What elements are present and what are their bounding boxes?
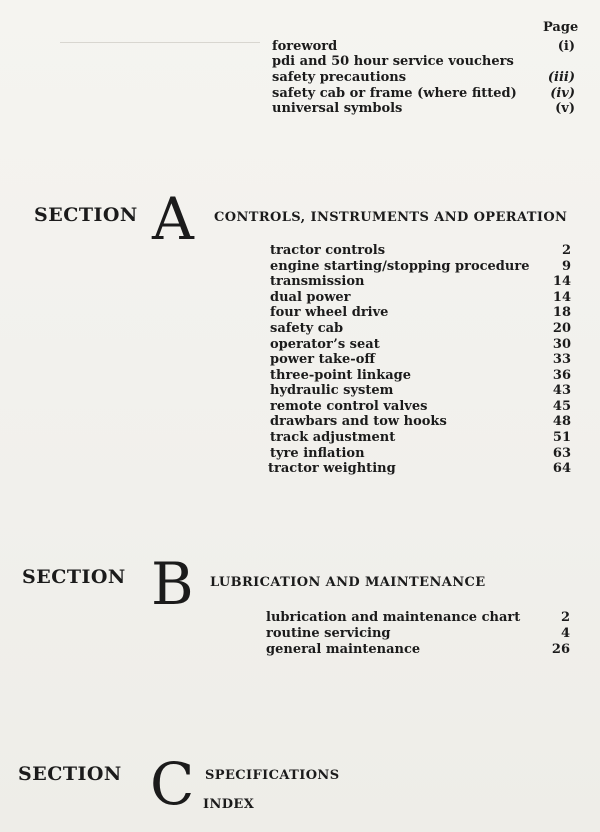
toc-entry (270, 274, 571, 289)
toc-entry-page: 51 (552, 430, 571, 445)
toc-entry (270, 430, 571, 445)
toc-entry (270, 399, 571, 414)
toc-entry (270, 414, 571, 429)
toc-entry-page: 2 (561, 243, 571, 258)
toc-entry-label: drawbars and tow hooks (270, 414, 447, 429)
toc-entry-label: four wheel drive (270, 305, 389, 320)
toc-entry (272, 70, 575, 85)
toc-entry-page: 43 (552, 383, 571, 398)
toc-entry-page: 18 (552, 305, 571, 320)
toc-entry-label: engine starting/stopping procedure (270, 259, 530, 274)
toc-entry-page: (i) (557, 39, 575, 54)
section-b-title: LUBRICATION AND MAINTENANCE (210, 575, 486, 590)
toc-entry-label: transmission (270, 274, 365, 289)
toc-entry-label: general maintenance (266, 642, 421, 657)
section-c-letter: C (150, 750, 195, 818)
page-column-header: Page (543, 20, 579, 35)
toc-entry-label: universal symbols (272, 101, 403, 116)
toc-entry (270, 321, 571, 336)
toc-entry-page: 2 (560, 610, 570, 625)
toc-entry-page: 45 (552, 399, 571, 414)
toc-entry-label: hydraulic system (270, 383, 394, 398)
toc-entry-label: power take-off (270, 352, 376, 367)
toc-entry (272, 101, 575, 116)
toc-entry-page: 14 (552, 274, 571, 289)
toc-entry-label: tyre inflation (270, 446, 365, 461)
toc-entry-label: routine servicing (266, 626, 391, 641)
toc-entry-page: 48 (552, 414, 571, 429)
section-c-subtitle: INDEX (203, 797, 255, 812)
toc-entry (272, 86, 575, 101)
toc-entry-page: (iii) (547, 70, 575, 85)
toc-entry-label: dual power (270, 290, 351, 305)
toc-entry (270, 259, 571, 274)
toc-entry-label: pdi and 50 hour service vouchers (272, 54, 514, 69)
toc-entry-label: operator’s seat (270, 337, 380, 352)
toc-entry-label: foreword (272, 39, 338, 54)
toc-entry-page: 36 (552, 368, 571, 383)
toc-entry (270, 352, 571, 367)
toc-entry (270, 337, 571, 352)
toc-entry (270, 243, 571, 258)
section-a-title: CONTROLS, INSTRUMENTS AND OPERATION (214, 210, 568, 225)
toc-entry-page: 20 (552, 321, 571, 336)
toc-entry-page: 64 (552, 461, 571, 476)
toc-entry-label: safety cab or frame (where fitted) (272, 86, 517, 101)
toc-entry-page: 26 (551, 642, 570, 657)
toc-entry-page: (v) (555, 101, 575, 116)
toc-entry (270, 383, 571, 398)
toc-entry-label: track adjustment (270, 430, 396, 445)
toc-entry-page: (iv) (550, 86, 575, 101)
toc-entry-label: lubrication and maintenance chart (266, 610, 521, 625)
toc-entry (266, 626, 570, 641)
section-a-label: SECTION (34, 204, 138, 226)
toc-entry-label: safety precautions (272, 70, 407, 85)
toc-entry (266, 642, 570, 657)
section-c-title: SPECIFICATIONS (205, 768, 340, 783)
toc-entry-page: 30 (552, 337, 571, 352)
toc-entry-label: safety cab (270, 321, 344, 336)
section-a-letter: A (152, 185, 194, 253)
toc-entry (272, 39, 575, 54)
toc-entry (270, 446, 571, 461)
toc-entry-page: 9 (561, 259, 571, 274)
toc-entry-page: 63 (552, 446, 571, 461)
toc-entry-page: 14 (552, 290, 571, 305)
toc-entry (266, 610, 570, 625)
toc-entry (270, 368, 571, 383)
section-b-letter: B (151, 550, 194, 618)
toc-entry-label: remote control valves (270, 399, 428, 414)
divider (60, 42, 260, 43)
section-b-label: SECTION (22, 566, 126, 588)
toc-entry (270, 305, 571, 320)
toc-entry-label: tractor weighting (268, 461, 396, 476)
section-c-label: SECTION (18, 763, 122, 785)
toc-entry (270, 290, 571, 305)
toc-entry (268, 461, 571, 476)
toc-entry-label: tractor controls (270, 243, 386, 258)
toc-entry (272, 54, 575, 69)
toc-entry-page: 4 (560, 626, 570, 641)
toc-entry-label: three-point linkage (270, 368, 412, 383)
toc-entry-page: 33 (552, 352, 571, 367)
